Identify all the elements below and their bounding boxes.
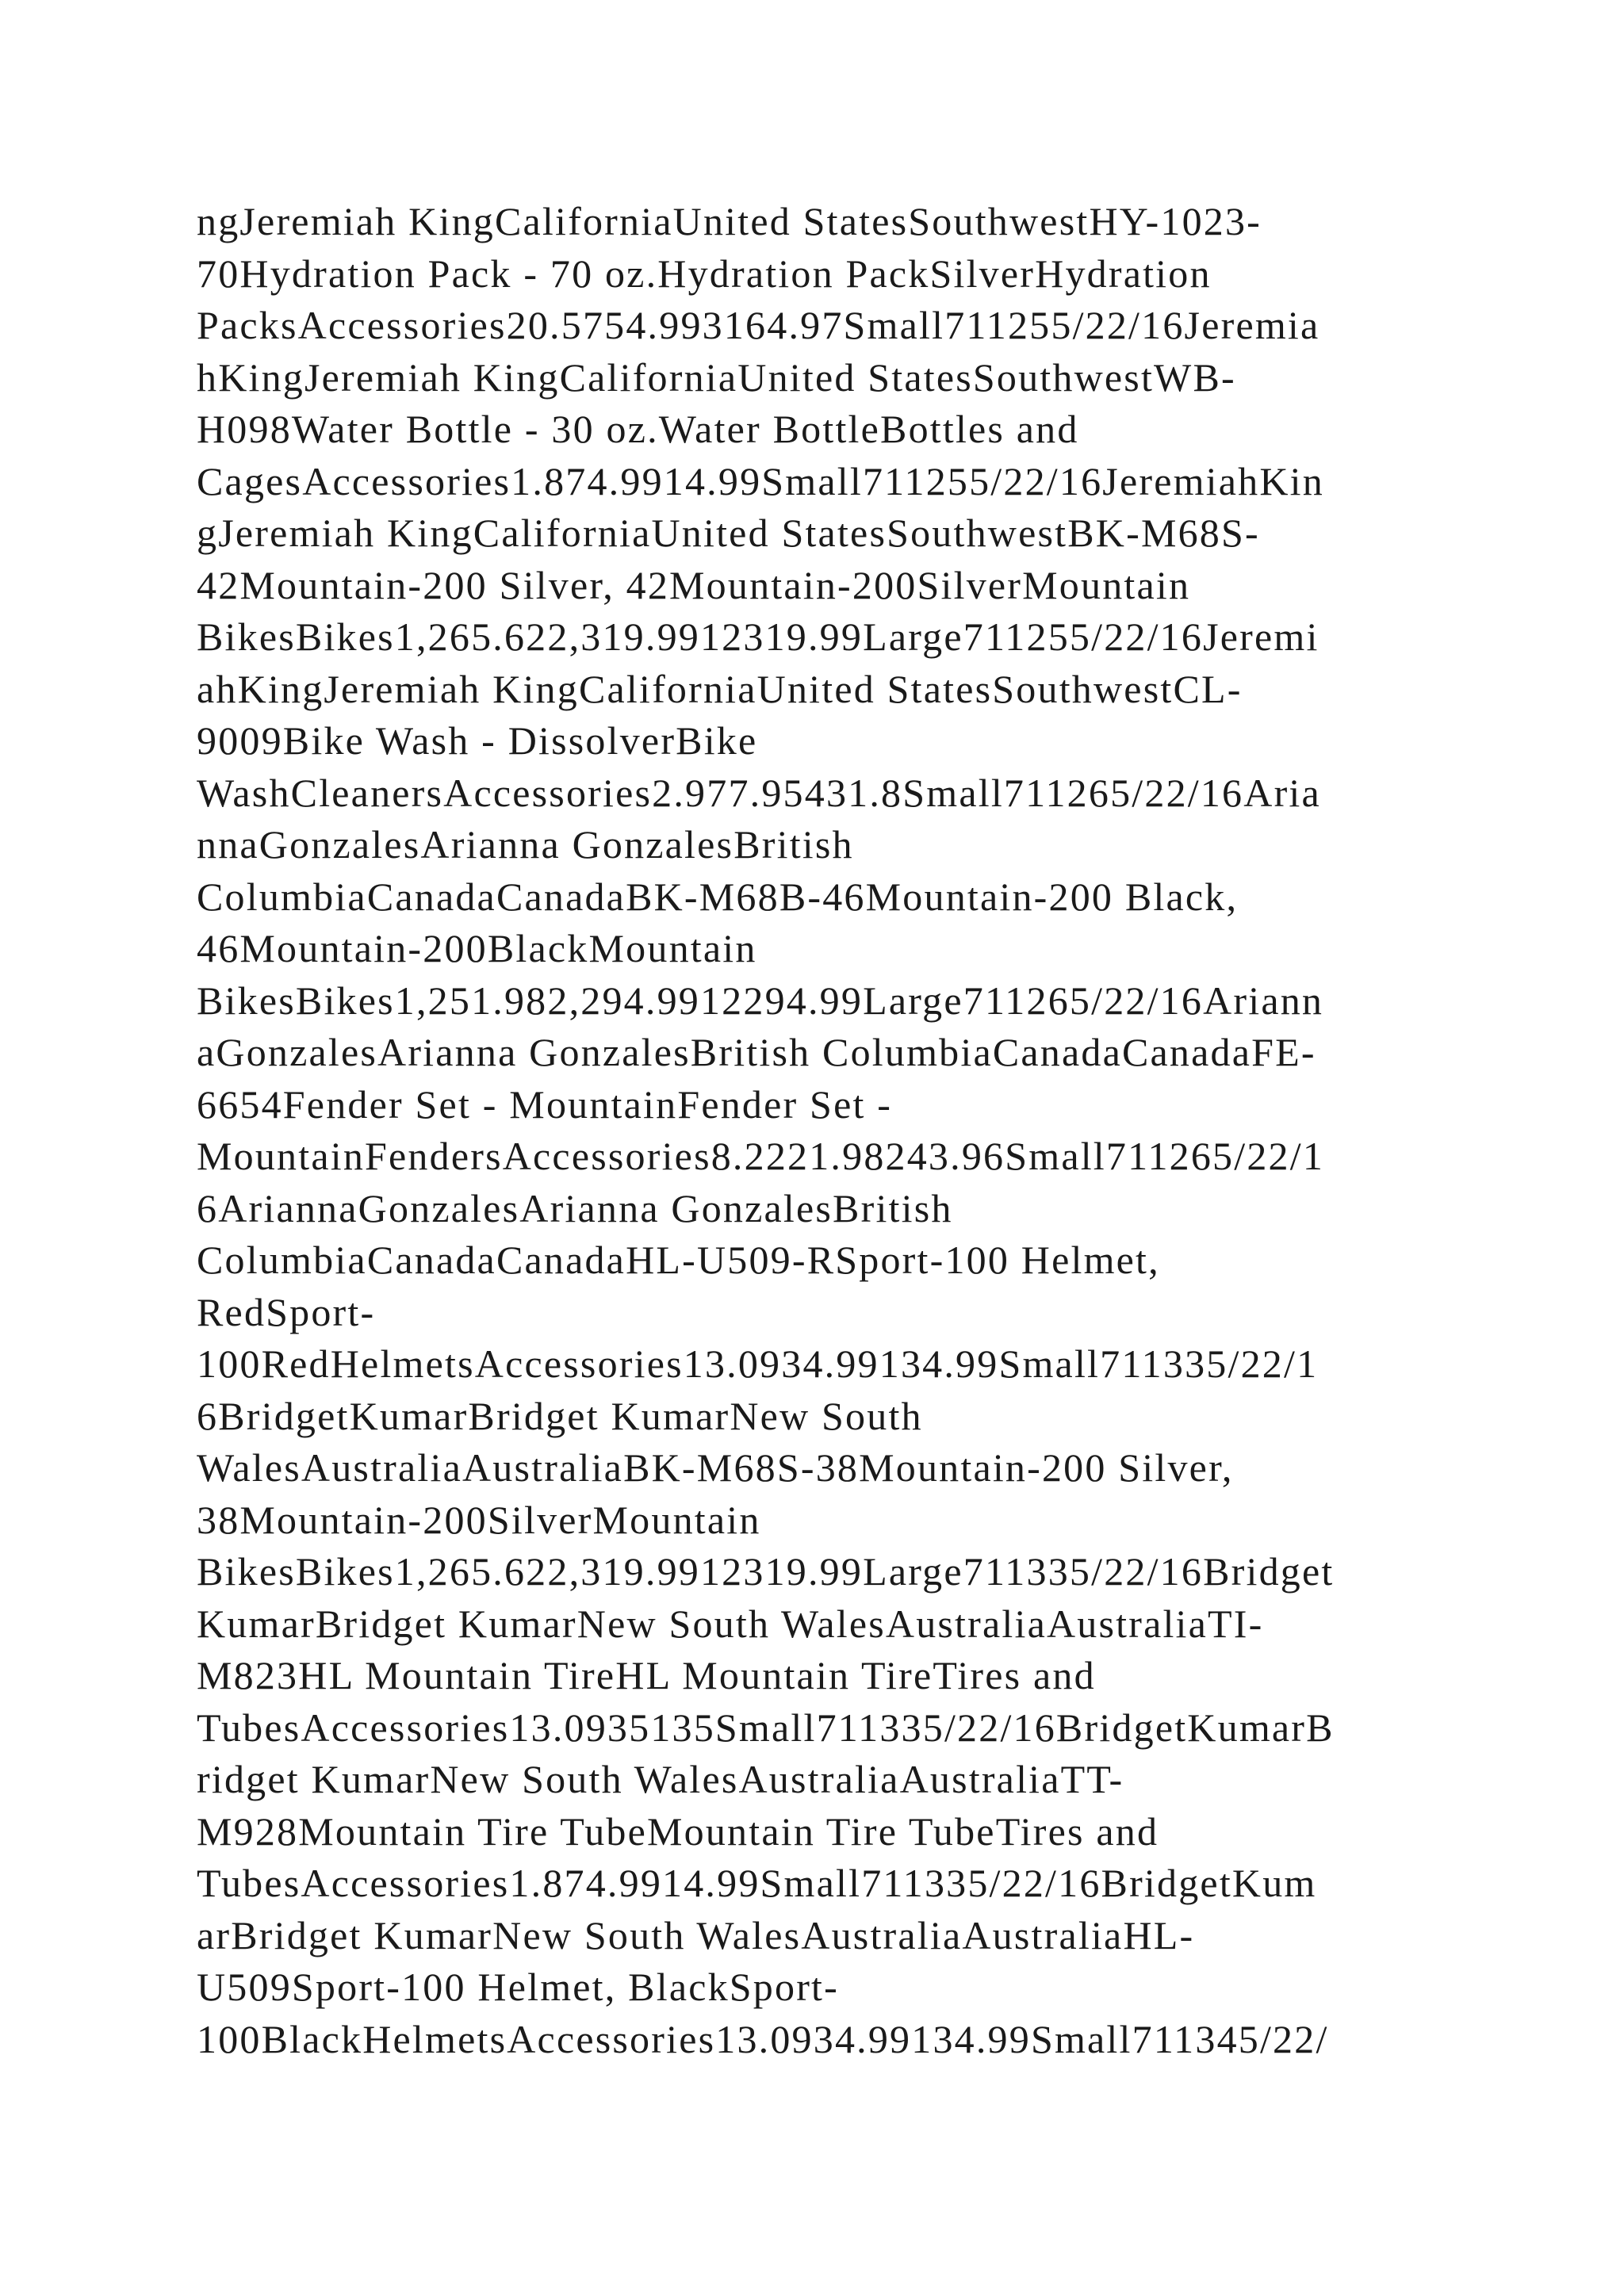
text-line: aGonzalesArianna GonzalesBritish ColumbiaCanadaCanadaFE- [197, 1030, 1316, 1074]
text-line: RedSport- [197, 1289, 376, 1334]
text-line: arBridget KumarNew South WalesAustraliaAustraliaHL- [197, 1912, 1195, 1957]
text-line: H098Water Bottle - 30 oz.Water BottleBottles and [197, 407, 1079, 451]
text-line: 6AriannaGonzalesArianna GonzalesBritish [197, 1185, 953, 1230]
text-line: 46Mountain-200BlackMountain [197, 926, 757, 970]
text-line: KumarBridget KumarNew South WalesAustraliaAustraliaTI- [197, 1601, 1264, 1646]
text-line: BikesBikes1,265.622,319.9912319.99Large711255/22/16Jeremi [197, 614, 1320, 659]
text-line: 42Mountain-200 Silver, 42Mountain-200SilverMountain [197, 562, 1191, 607]
text-line: TubesAccessories1.874.9914.99Small711335/22/16BridgetKum [197, 1861, 1317, 1905]
text-line: 9009Bike Wash - DissolverBike [197, 718, 758, 763]
text-line: U509Sport-100 Helmet, BlackSport- [197, 1965, 840, 2009]
text-line: 38Mountain-200SilverMountain [197, 1497, 761, 1542]
text-line: BikesBikes1,251.982,294.9912294.99Large711265/22/16Ariann [197, 978, 1324, 1023]
text-line: ColumbiaCanadaCanadaBK-M68B-46Mountain-200 Black, [197, 874, 1239, 919]
text-line: 100BlackHelmetsAccessories13.0934.99134.99Small711345/22/ [197, 2016, 1329, 2061]
text-line: ngJeremiah KingCaliforniaUnited StatesSouthwestHY-1023- [197, 199, 1262, 243]
text-line: gJeremiah KingCaliforniaUnited StatesSouthwestBK-M68S- [197, 511, 1260, 555]
body-text [197, 196, 1529, 2065]
text-line: M823HL Mountain TireHL Mountain TireTires and [197, 1653, 1096, 1697]
text-line: nnaGonzalesArianna GonzalesBritish [197, 822, 854, 867]
text-line: ColumbiaCanadaCanadaHL-U509-RSport-100 Helmet, [197, 1238, 1160, 1282]
text-line: 6654Fender Set - MountainFender Set - [197, 1081, 893, 1127]
text-line: TubesAccessories13.0935135Small711335/22/16BridgetKumarB [197, 1705, 1335, 1750]
text-line: ahKingJeremiah KingCaliforniaUnited StatesSouthwestCL- [197, 666, 1243, 711]
text-line: CagesAccessories1.874.9914.99Small711255/22/16JeremiahKin [197, 458, 1324, 503]
text-line: WashCleanersAccessories2.977.95431.8Small711265/22/16Aria [197, 770, 1321, 815]
text-line: 100RedHelmetsAccessories13.0934.99134.99Small711335/22/1 [197, 1341, 1319, 1386]
text-line: BikesBikes1,265.622,319.9912319.99Large711335/22/16Bridget [197, 1549, 1335, 1594]
text-line: 70Hydration Pack - 70 oz.Hydration PackSilverHydration [197, 251, 1212, 296]
text-line: 6BridgetKumarBridget KumarNew South [197, 1393, 923, 1438]
text-line: ridget KumarNew South WalesAustraliaAustraliaTT- [197, 1757, 1124, 1801]
text-line: WalesAustraliaAustraliaBK-M68S-38Mountain-200 Silver, [197, 1445, 1234, 1490]
text-line: M928Mountain Tire TubeMountain Tire TubeTires and [197, 1808, 1159, 1854]
text-line: hKingJeremiah KingCaliforniaUnited StatesSouthwestWB- [197, 354, 1236, 400]
text-line: MountainFendersAccessories8.2221.98243.96Small711265/22/1 [197, 1134, 1325, 1178]
text-line: PacksAccessories20.5754.993164.97Small711255/22/16Jeremia [197, 303, 1320, 347]
